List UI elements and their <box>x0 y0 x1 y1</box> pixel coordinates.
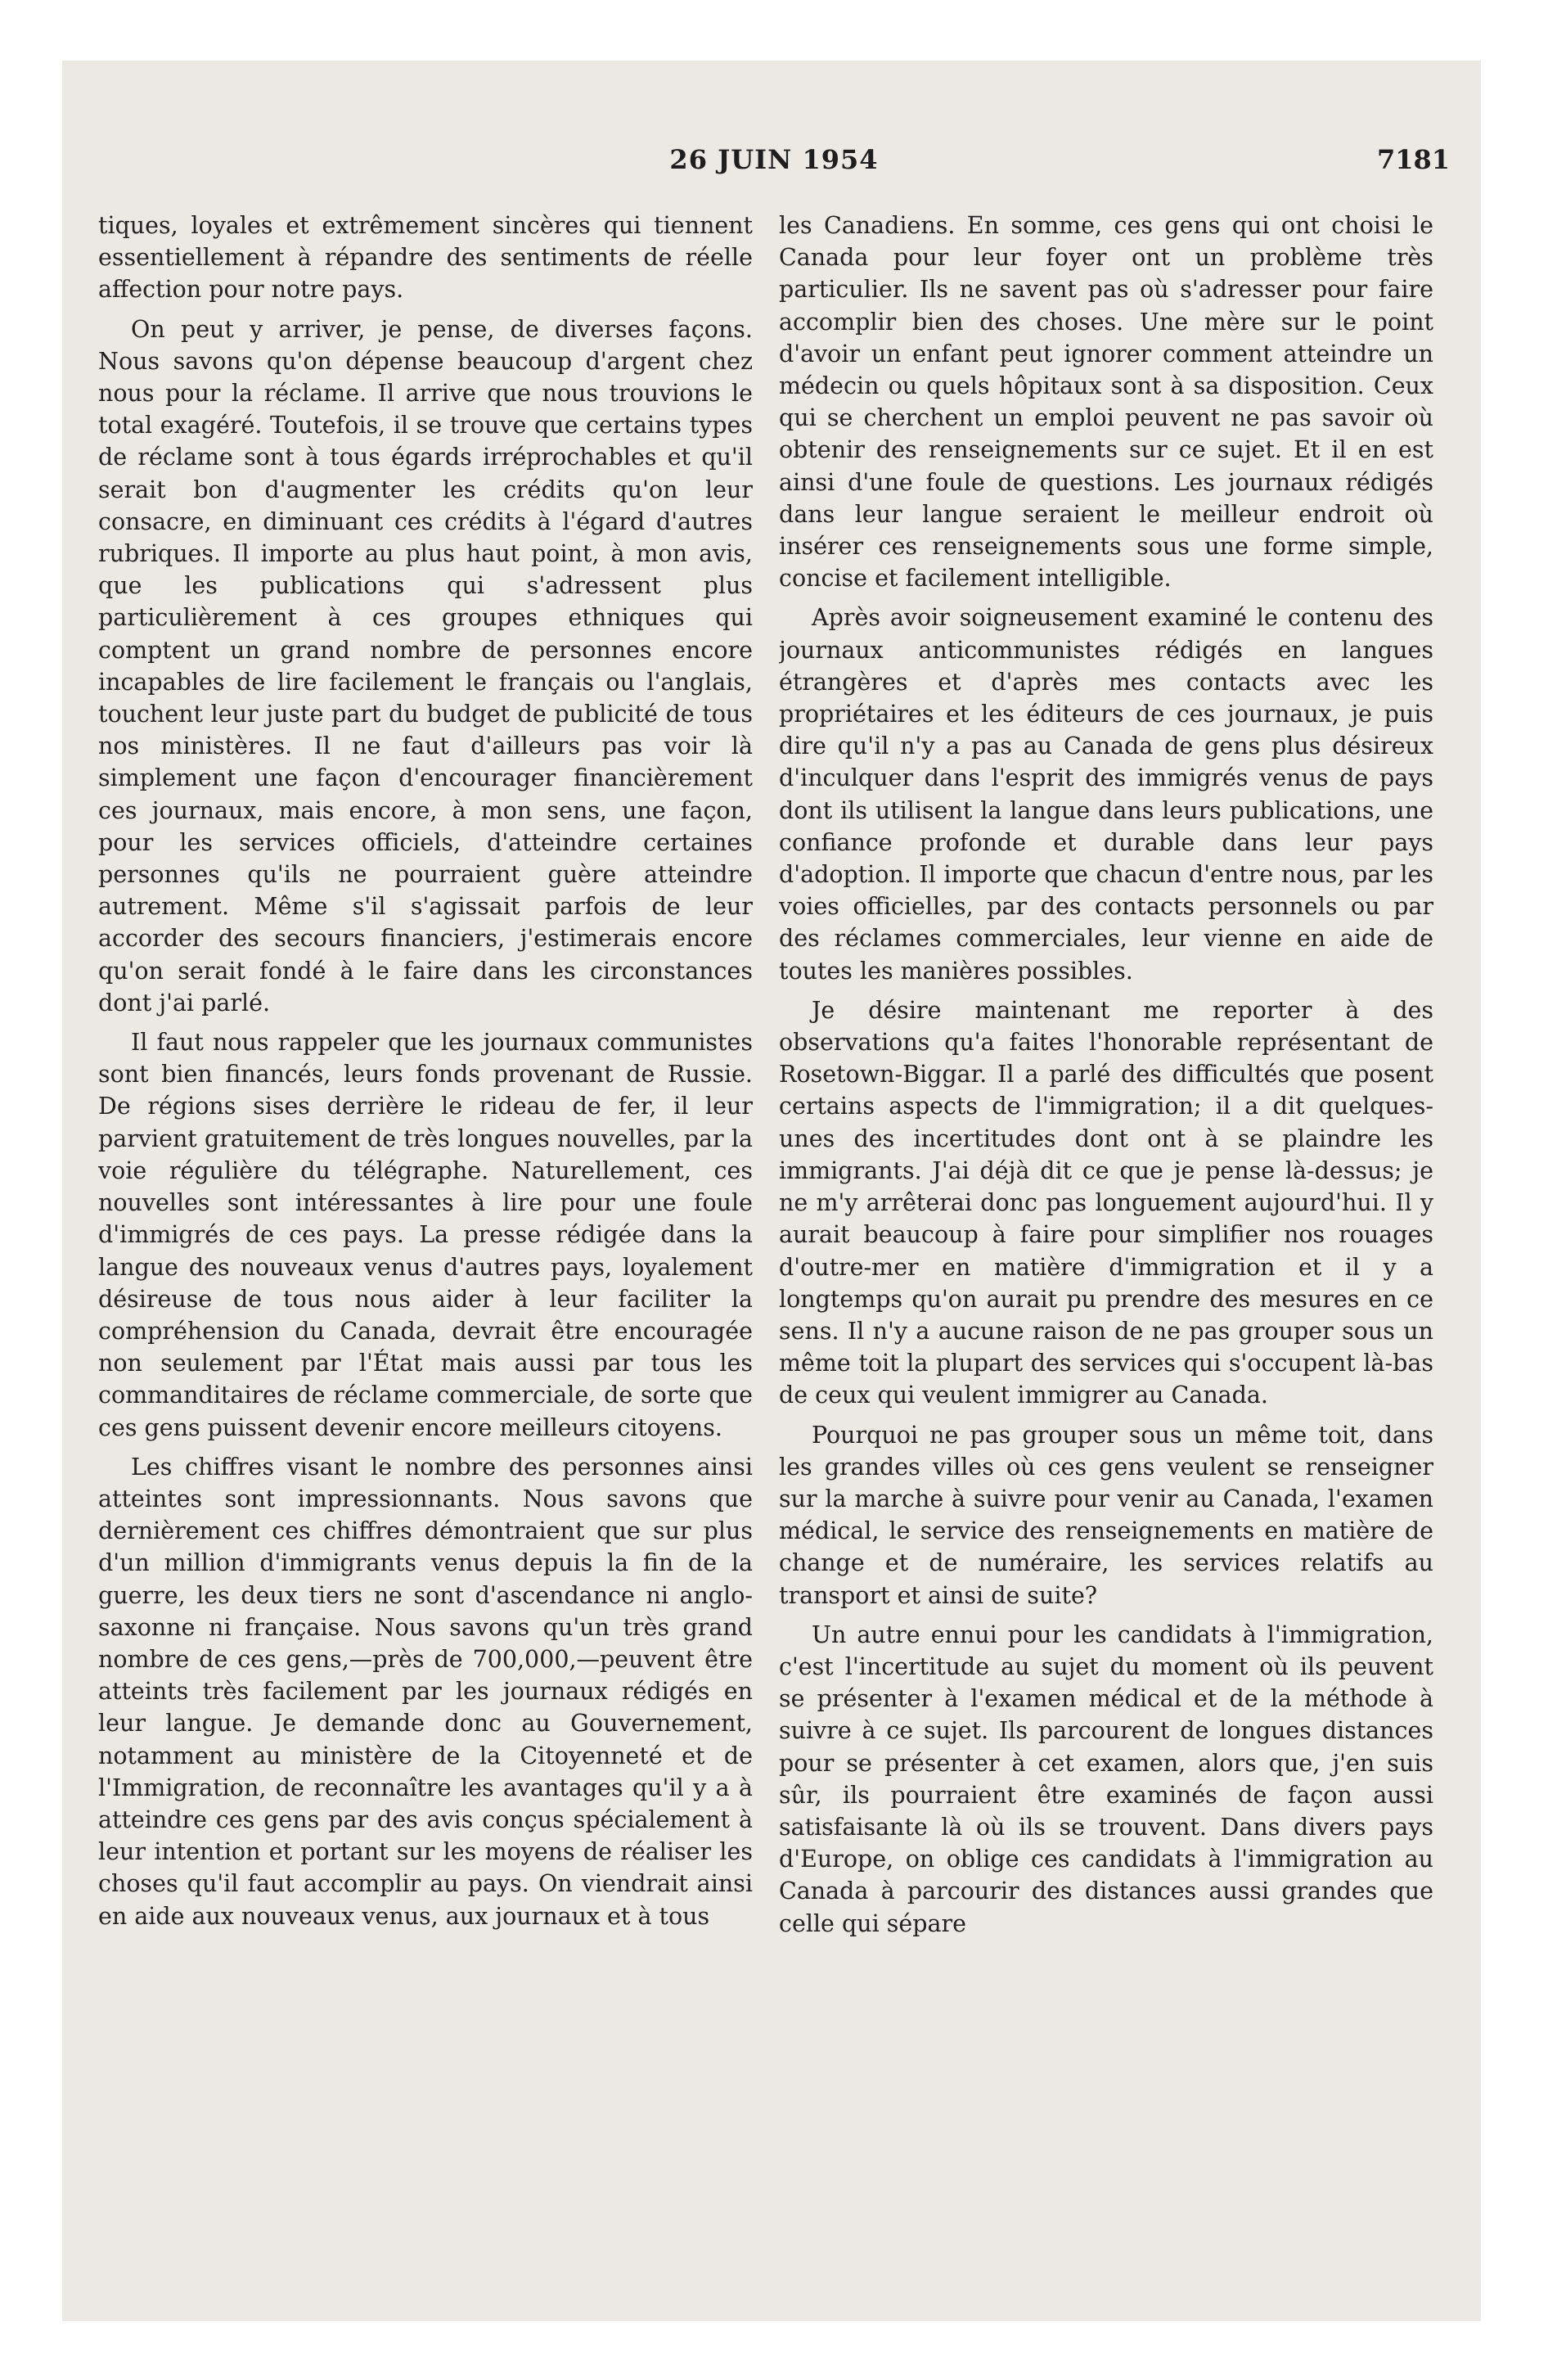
right-column <box>779 210 1433 2206</box>
paragraph: Je désire maintenant me reporter à des observations qu'a faites l'honorable représentant de Rosetown-Biggar. Il a parlé des difficultés que posent certains aspects de l'immigration; il a dit quelques-unes des incertitudes dont ont à se plaindre les immigrants. J'ai déjà dit ce que je pense là-dessus; je ne m'y arrêterai donc pas longuement aujourd'hui. Il y aurait beaucoup à faire pour simplifier nos rouages d'outre-mer en matière d'immigration et il y a longtemps qu'on aurait pu prendre des mesures en ce sens. Il n'y a aucune raison de ne pas grouper sous un même toit la plupart des services qui s'occupent là-bas de ceux qui veulent immigrer au Canada. <box>779 996 1433 1409</box>
paragraph: Les chiffres visant le nombre des personnes ainsi atteintes sont impressionnants. Nous savons que dernièrement ces chiffres démontraient que sur plus d'un million d'immigrants venus depuis la fin de la guerre, les deux tiers ne sont d'ascendance ni anglo-saxonne ni française. Nous savons qu'un très grand nombre de ces gens,—près de 700,000,—peuvent être atteints très facilement par les journaux rédigés en leur langue. Je demande donc au Gouvernement, notamment au ministère de la Citoyenneté et de l'Immigration, de reconnaître les avantages qu'il y a à atteindre ces gens par des avis conçus spécialement à leur intention et portant sur les moyens de réaliser les choses qu'il faut accomplir au pays. On viendrait ainsi en aide aux nouveaux venus, aux journaux et à tous <box>98 1453 753 1930</box>
paragraph: tiques, loyales et extrêmement sincères qui tiennent essentiellement à répandre des sentiments de réelle affection pour notre pays. <box>98 212 753 304</box>
page-header <box>98 144 1450 185</box>
paragraph: Après avoir soigneusement examiné le contenu des journaux anticommunistes rédigés en langues étrangères et d'après mes contacts avec les propriétaires et les éditeurs de ces journaux, je puis dire qu'il n'y a pas au Canada de gens plus désireux d'inculquer dans l'esprit des immigrés venus de pays dont ils utilisent la langue dans leurs publications, une confiance profonde et durable dans leur pays d'adoption. Il importe que chacun d'entre nous, par les voies officielles, par des contacts personnels ou par des réclames commerciales, leur vienne en aide de toutes les manières possibles. <box>779 604 1433 985</box>
paragraph: Il faut nous rappeler que les journaux communistes sont bien financés, leurs fonds provenant de Russie. De régions sises derrière le rideau de fer, il leur parvient gratuitement de très longues nouvelles, par la voie régulière du télégraphe. Naturellement, ces nouvelles sont intéressantes à lire pour une foule d'immigrés de ces pays. La presse rédigée dans la langue des nouveaux venus d'autres pays, loyalement désireuse de tous nous aider à leur faciliter la compréhension du Canada, devrait être encouragée non seulement par l'État mais aussi par tous les commanditaires de réclame commerciale, de sorte que ces gens puissent devenir encore meilleurs citoyens. <box>98 1029 753 1441</box>
text-columns <box>98 210 1433 2206</box>
left-column <box>98 210 753 2206</box>
paragraph: On peut y arriver, je pense, de diverses façons. Nous savons qu'on dépense beaucoup d'argent chez nous pour la réclame. Il arrive que nous trouvions le total exagéré. Toutefois, il se trouve que certains types de réclame sont à tous égards irréprochables et qu'il serait bon d'augmenter les crédits qu'on leur consacre, en diminuant ces crédits à l'égard d'autres rubriques. Il importe au plus haut point, à mon avis, que les publications qui s'adressent plus particulièrement à ces groupes ethniques qui comptent un grand nombre de personnes encore incapables de lire facilement le français ou l'anglais, touchent leur juste part du budget de publicité de tous nos ministères. Il ne faut d'ailleurs pas voir là simplement une façon d'encourager financièrement ces journaux, mais encore, à mon sens, une façon, pour les services officiels, d'atteindre certaines personnes qu'ils ne pourraient guère atteindre autrement. Même s'il s'agissait parfois de leur accorder des secours financiers, j'estimerais encore qu'on serait fondé à le faire dans les circonstances dont j'ai parlé. <box>98 315 753 1016</box>
paragraph: les Canadiens. En somme, ces gens qui ont choisi le Canada pour leur foyer ont un problème très particulier. Ils ne savent pas où s'adresser pour faire accomplir bien des choses. Une mère sur le point d'avoir un enfant peut ignorer comment atteindre un médecin ou quels hôpitaux sont à sa disposition. Ceux qui se cherchent un emploi peuvent ne pas savoir où obtenir des renseignements sur ce sujet. Et il en est ainsi d'une foule de questions. Les journaux rédigés dans leur langue seraient le meilleur endroit où insérer ces renseignements sous une forme simple, concise et facilement intelligible. <box>779 212 1433 593</box>
paragraph: Un autre ennui pour les candidats à l'immigration, c'est l'incertitude au sujet du moment où ils peuvent se présenter à l'examen médical et de la méthode à suivre à ce sujet. Ils parcourent de longues distances pour se présenter à cet examen, alors que, j'en suis sûr, ils pourraient être examinés de façon aussi satisfaisante là où ils se trouvent. Dans divers pays d'Europe, on oblige ces candidats à l'immigration au Canada à parcourir des distances aussi grandes que celle qui sépare <box>779 1620 1433 1937</box>
page-number: 7181 <box>1376 144 1450 175</box>
paragraph: Pourquoi ne pas grouper sous un même toit, dans les grandes villes où ces gens veulent se renseigner sur la marche à suivre pour venir au Canada, l'examen médical, le service des renseignements en matière de change et de numéraire, les services relatifs au transport et ainsi de suite? <box>779 1421 1433 1609</box>
header-date: 26 JUIN 1954 <box>669 144 879 175</box>
